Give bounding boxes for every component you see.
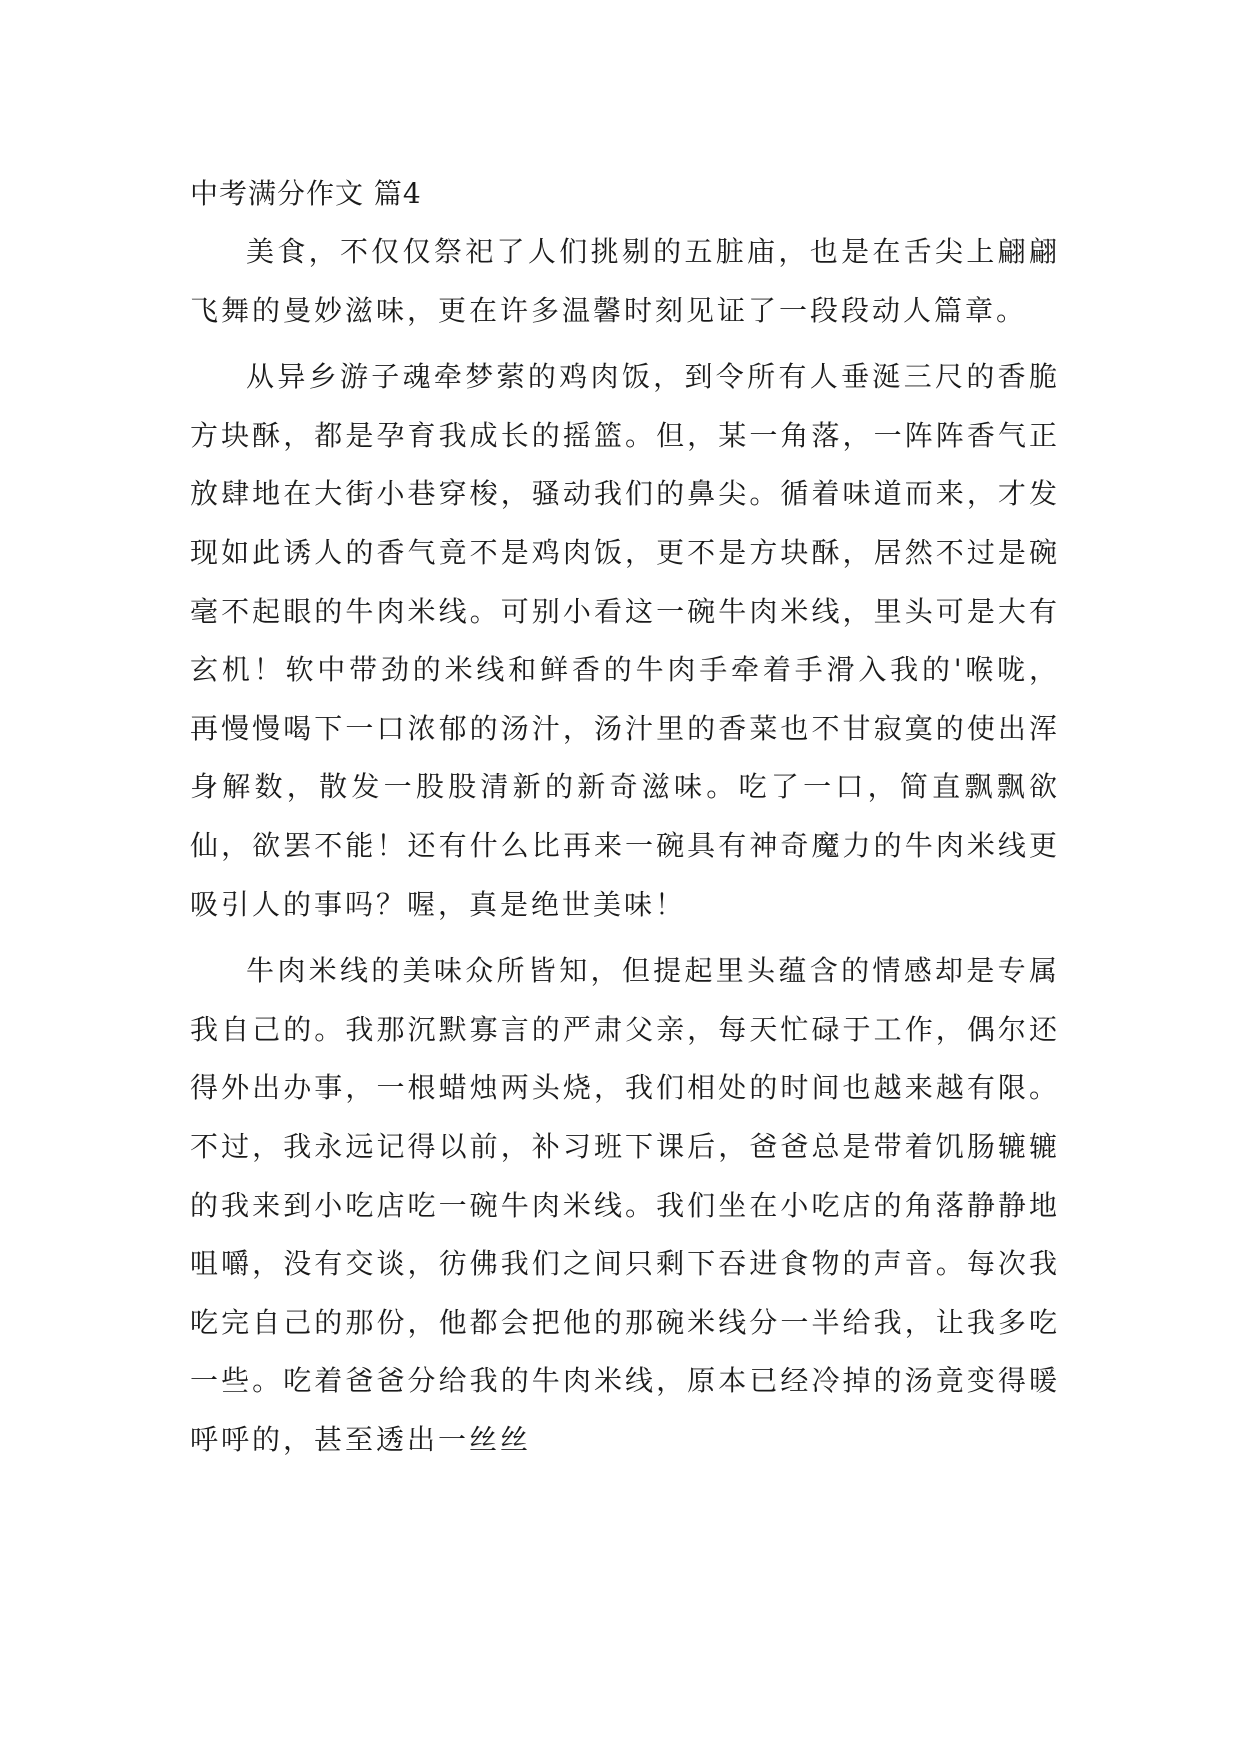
paragraph-2: 从异乡游子魂牵梦萦的鸡肉饭，到令所有人垂涎三尺的香脆方块酥，都是孕育我成长的摇篮。但，某一角落，一阵阵香气正放肆地在大街小巷穿梭，骚动我们的鼻尖。循着味道而来，才发现如此诱人的香气竟不是鸡肉饭，更不是方块酥，居然不过是碗毫不起眼的牛肉米线。可别小看这一碗牛肉米线，里头可是大有玄机！软中带劲的米线和鲜香的牛肉手牵着手滑入我的'喉咙，再慢慢喝下一口浓郁的汤汁，汤汁里的香菜也不甘寂寞的使出浑身解数，散发一股股清新的新奇滋味。吃了一口，简直飘飘欲仙，欲罢不能！还有什么比再来一碗具有神奇魔力的牛肉米线更吸引人的事吗？喔，真是绝世美味！ [190,360,1060,921]
paragraph-1: 美食，不仅仅祭祀了人们挑剔的五脏庙，也是在舌尖上翩翩飞舞的曼妙滋味，更在许多温馨时刻见证了一段段动人篇章。 [190,235,1060,327]
document-title: 中考满分作文 篇4 [190,177,422,210]
paragraph-3: 牛肉米线的美味众所皆知，但提起里头蕴含的情感却是专属我自己的。我那沉默寡言的严肃父亲，每天忙碌于工作，偶尔还得外出办事，一根蜡烛两头烧，我们相处的时间也越来越有限。不过，我永远记得以前，补习班下课后，爸爸总是带着饥肠辘辘的我来到小吃店吃一碗牛肉米线。我们坐在小吃店的角落静静地咀嚼，没有交谈，彷佛我们之间只剩下吞进食物的声音。每次我吃完自己的那份，他都会把他的那碗米线分一半给我，让我多吃一些。吃着爸爸分给我的牛肉米线，原本已经冷掉的汤竟变得暖呼呼的，甚至透出一丝丝 [190,954,1060,1456]
document-body [190,165,1060,1477]
